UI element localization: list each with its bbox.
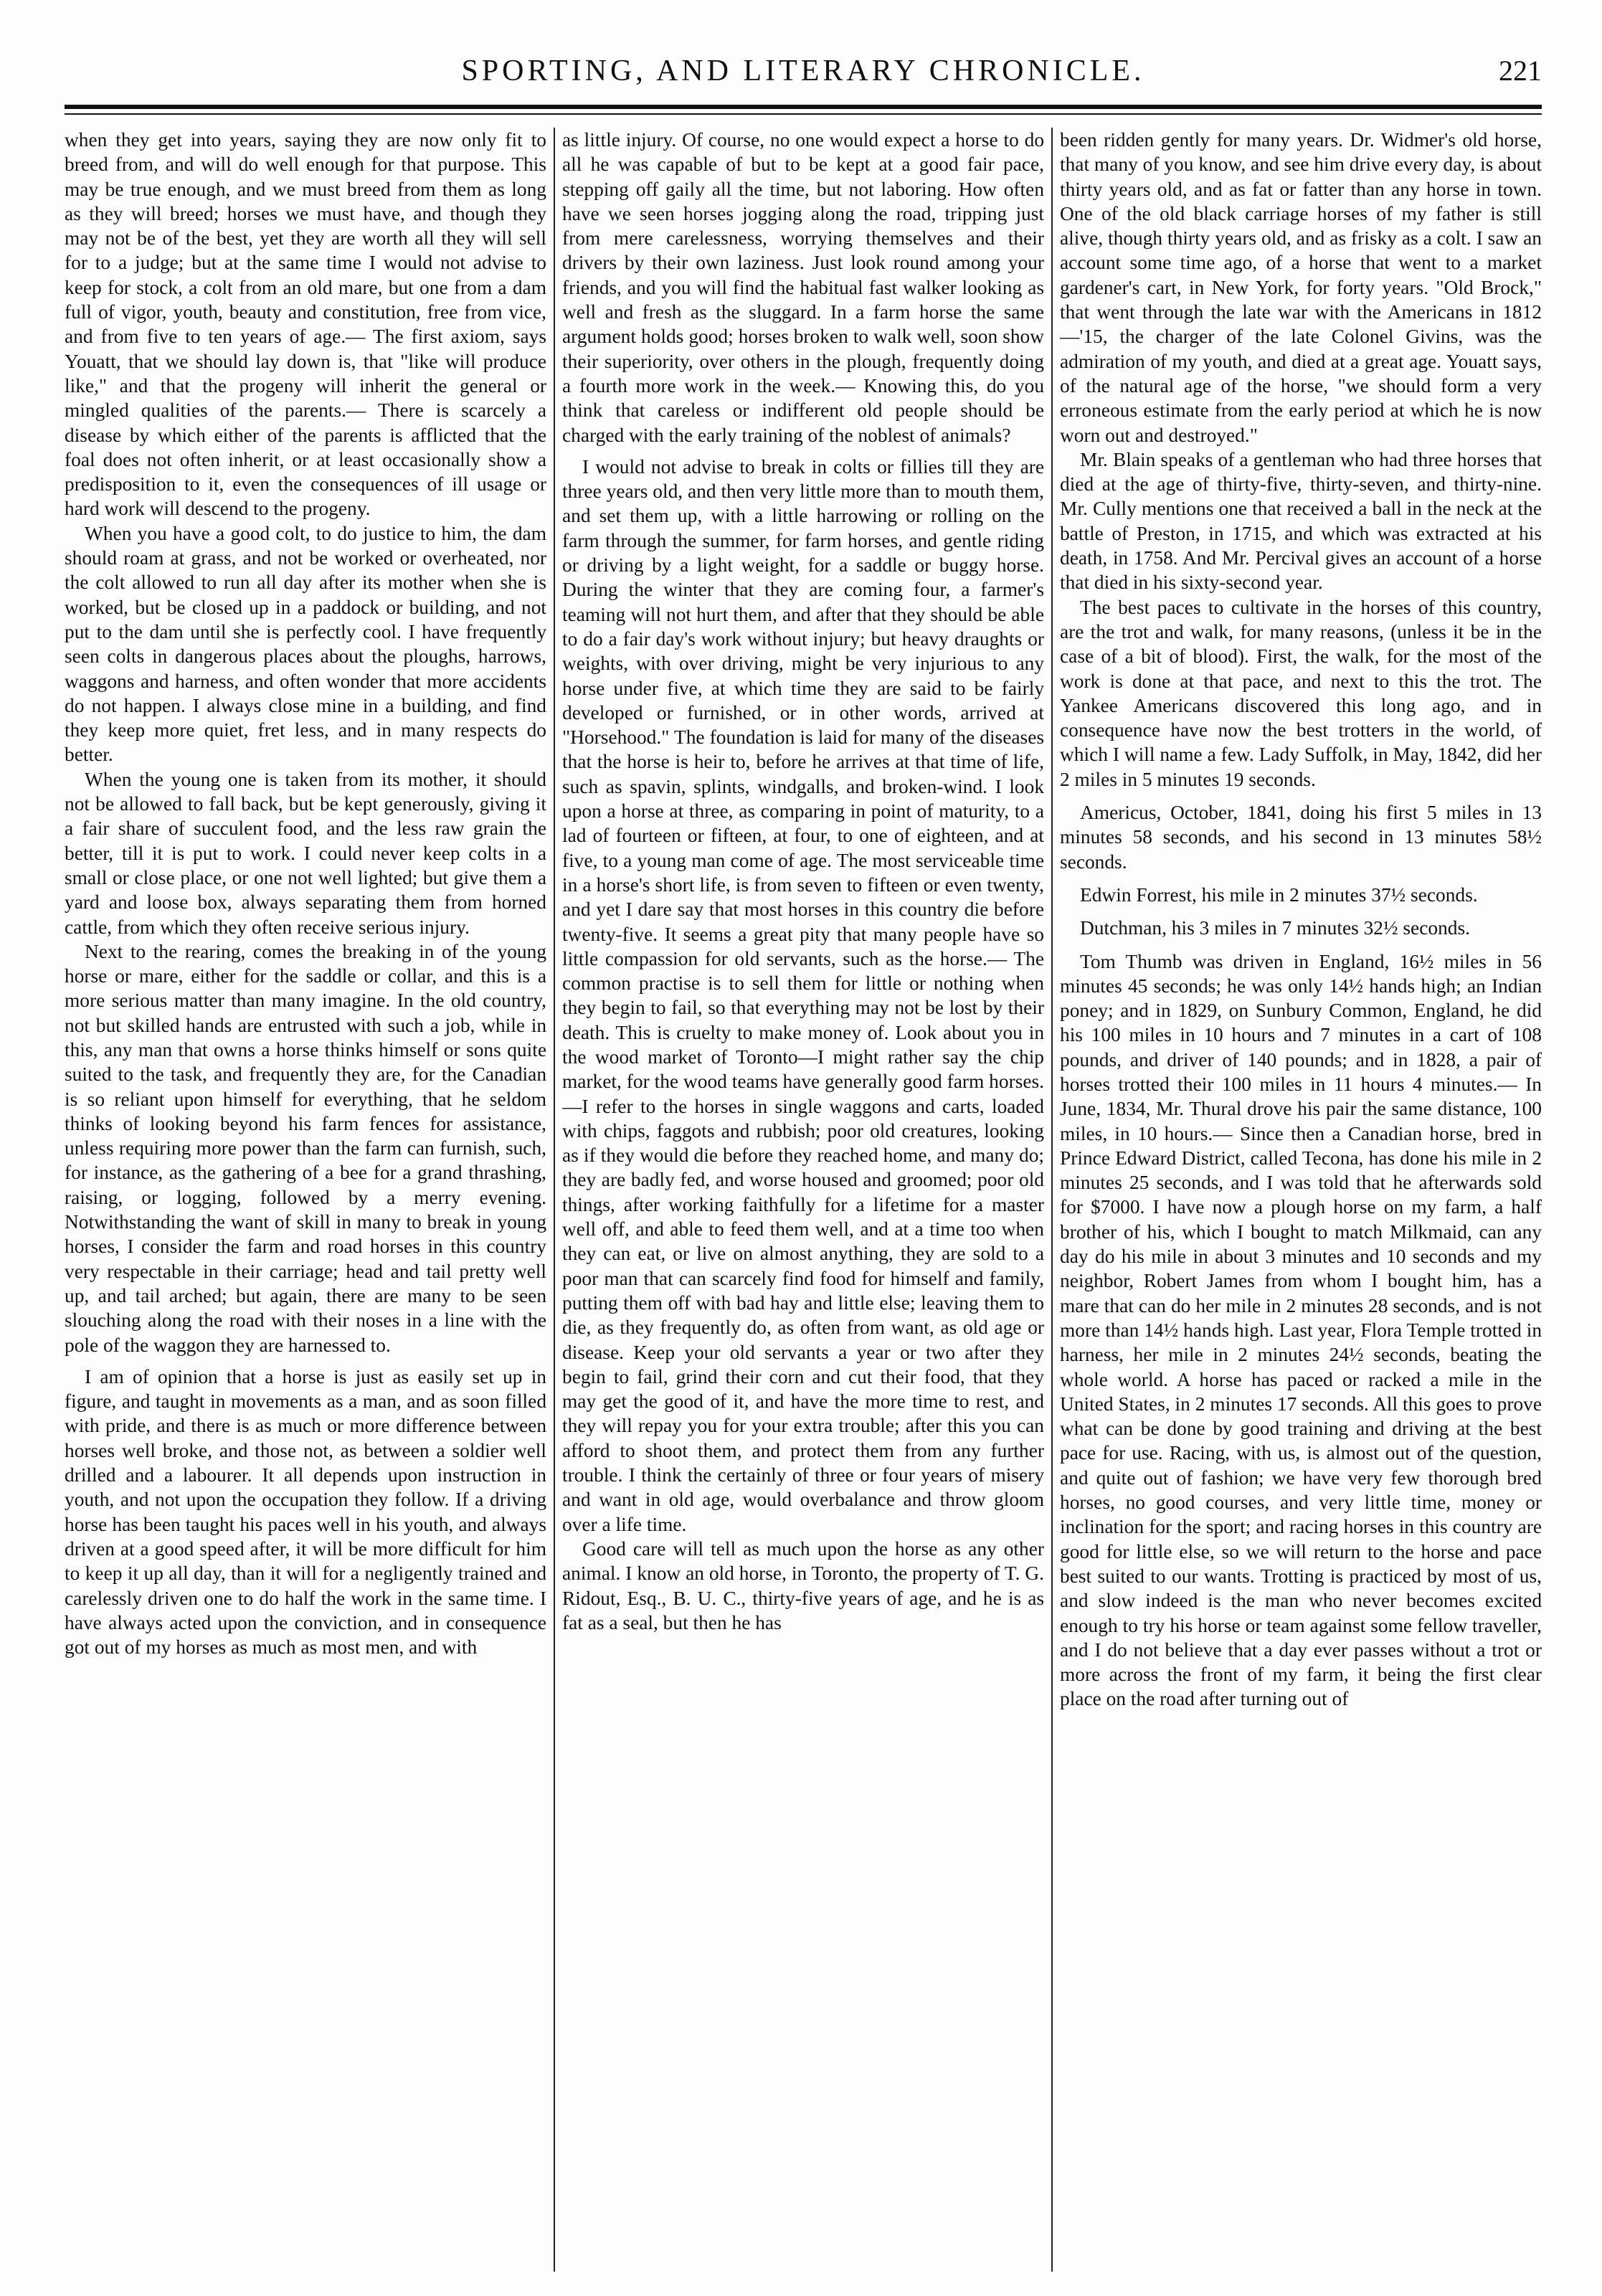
column-3-paragraph: Mr. Blain speaks of a gentleman who had three horses that died at the age of thirty-five, thirty-seven, and thirty-nine. Mr. Cully mentions one that received a ball in the neck at the battle of Preston, in 1715, and which was extracted at his death, in 1758. And Mr. Percival gives an account of a horse that died in his sixty-second year. [1060,448,1542,594]
page-number: 221 [1499,54,1542,87]
column-1 [65,128,546,2272]
column-3-paragraph: Americus, October, 1841, doing his first 5 miles in 13 minutes 58 seconds, and his second in 13 minutes 58½ seconds. [1060,802,1542,873]
column-3-paragraph: Dutchman, his 3 miles in 7 minutes 32½ seconds. [1080,917,1470,939]
column-2-paragraph: I would not advise to break in colts or fillies till they are three years old, and then very little more than to mouth them, and set them up, with a little harrowing or rolling on the farm through the summer, for farm horses, and gentle riding or driving by a light weight, for a saddle or buggy horse. During the winter that they are coming four, a farmer's teaming will not hurt them, and after that they should be able to do a fair day's work without injury; but heavy draughts or weights, with over driving, might be very injurious to any horse under five, at which time they are said to be fairly developed or furnished, or in other words, arrived at "Horsehood." The foundation is laid for many of the diseases that the horse is heir to, before he arrives at that time of life, such as spavin, splints, windgalls, and broken-wind. I look upon a horse at three, as comparing in point of maturity, to a lad of fourteen or fifteen, at four, to one of eighteen, and at five, to a young man come of age. The most serviceable time in a horse's short life, is from seven to fifteen or even twenty, and yet I dare say that most horses in this country die before twenty-five. It seems a great pity that many people have so little compassion for old servants, such as the horse.— The common practise is to sell them for little or nothing when they begin to fail, so that everything may not be lost by their death. This is cruelty to make money of. Look about you in the wood market of Toronto—I might rather say the chip market, for the wood teams have generally good farm horses.—I refer to the horses in single waggons and carts, loaded with chips, faggots and rubbish; poor old creatures, looking as if they would die before they reached home, and many do; they are badly fed, and worse housed and groomed; poor old things, after working faithfully for a lifetime for a master well off, and able to feed them well, and at a time too when they can eat, or live on almost anything, they are sold to a poor man that can scarcely find food for himself and family, putting them off with bad hay and little else; leaving them to die, as they frequently do, as often from want, as old age or disease. Keep your old servants a year or two after they begin to fail, grind their corn and cut their food, that they may get the good of it, and have the more time to rest, and they will repay you for your extra trouble; after this you can afford to shoot them, and protect them from any further trouble. I think the certainly of three or four years of misery and want in old age, would overbalance and throw gloom over a life time. [562,455,1045,1535]
column-2 [562,128,1044,2272]
column-3 [1060,128,1542,2272]
column-1-paragraph: when they get into years, saying they are now only fit to breed from, and will do well enough for that purpose. This may be true enough, and we must breed from them as long as they will breed; horses we must have, and though they may not be of the best, yet they are worth all they will sell for to a judge; but at the same time I would not advise to keep for stock, a colt from an old mare, but one from a dam full of vigor, youth, beauty and constitution, free from vice, and from five to ten years of age.— The first axiom, says Youatt, that we should lay down is, that "like will produce like," and that the progeny will inherit the general or mingled qualities of the parents.— There is scarcely a disease by which either of the parents is afflicted that the foal does not often inherit, or at least occasionally show a predisposition to it, even the consequences of ill usage or hard work will descend to the progeny. [65,129,547,520]
column-3-paragraph: The best paces to cultivate in the horses of this country, are the trot and walk, for many reasons, (unless it be in the case of a bit of blood). First, the walk, for the most of the work is done at that pace, and next to this the trot. The Yankee Americans discovered this long ago, and in consequence have now the best trotters in the world, of which I will name a few. Lady Suffolk, in May, 1842, did her 2 miles in 5 minutes 19 seconds. [1060,596,1542,790]
column-1-paragraph: When the young one is taken from its mother, it should not be allowed to fall back, but be kept generously, giving it a fair share of succulent food, and the less raw grain the better, till it is put to work. I could never keep colts in a small or close place, or one not well lighted; but give them a yard and loose box, always separating them from horned cattle, from which they often receive serious injury. [65,768,547,938]
column-divider [1051,128,1053,2272]
column-2-paragraph: as little injury. Of course, no one would expect a horse to do all he was capable of but to be kept at a good fair pace, stepping off gaily all the time, but not laboring. How often have we seen horses jogging along the road, tripping just from mere carelessness, worrying themselves and their drivers by their own laziness. Just look round among your friends, and you will find the habitual fast walker looking as well and fresh as the sluggard. In a farm horse the same argument holds good; horses broken to walk well, soon show their superiority, over others in the plough, frequently doing a fourth more work in the week.— Knowing this, do you think that careless or indifferent old people should be charged with the early training of the noblest of animals? [562,129,1045,446]
column-1-paragraph: I am of opinion that a horse is just as easily set up in figure, and taught in movements as a man, and as soon filled with pride, and there is as much or more difference between horses well broke, and those not, as between a soldier well drilled and a labourer. It all depends upon instruction in youth, and not upon the occupation they follow. If a driving horse has been taught his paces well in his youth, and always driven at a good speed after, it will be more difficult for him to keep it up all day, than it will for a negligently trained and carelessly driven one to do half the work in the same time. I have always acted upon the conviction, and in consequence got out of my horses as much as most men, and with [65,1365,547,1659]
column-3-paragraph: Edwin Forrest, his mile in 2 minutes 37½ seconds. [1080,883,1478,906]
column-1-paragraph: When you have a good colt, to do justice to him, the dam should roam at grass, and not be worked or overheated, nor the colt allowed to run all day after its mother when she is worked, but be closed up in a paddock or building, and not put to the dam until she is perfectly cool. I have frequently seen colts in dangerous places about the ploughs, harrows, waggons and harness, and often wonder that more accidents do not happen. I always close mine in a building, and find they keep more quiet, fret less, and in many respects do better. [65,522,547,766]
column-3-paragraph: been ridden gently for many years. Dr. Widmer's old horse, that many of you know, and see him drive every day, is about thirty years old, and as fat or fatter than any horse in town. One of the old black carriage horses of my father is still alive, though thirty years old, and as frisky as a colt. I saw an account some time ago, of a horse that went to a market gardener's cart, in New York, for forty years. "Old Brock," that went through the late war with the Americans in 1812—'15, the charger of the late Colonel Givins, was the admiration of my youth, and died at a great age. Youatt says, of the natural age of the horse, "we should form a very erroneous estimate from the early period at which he is now worn out and destroyed." [1060,129,1542,446]
column-1-paragraph: Next to the rearing, comes the breaking in of the young horse or mare, either for the saddle or collar, and this is a more serious matter than many imagine. In the old country, not but skilled hands are entrusted with such a job, while in this, any man that owns a horse thinks himself or sons quite suited to the task, and frequently they are, for the Canadian is so reliant upon himself for everything, that he seldom thinks of looking beyond his farm fences for assistance, unless requiring more power than the farm can furnish, such, for instance, as the gathering of a bee for a grand thrashing, raising, or logging, followed by a merry evening. Notwithstanding the want of skill in many to break in young horses, I consider the farm and road horses in this country very respectable in their carriage; head and tail pretty well up, and tail arched; but again, there are many to be seen slouching along the road with their noses in a line with the pole of the waggon they are harnessed to. [65,940,547,1356]
header-rule-thin [65,113,1542,115]
column-3-paragraph: Tom Thumb was driven in England, 16½ miles in 56 minutes 45 seconds; he was only 14½ hands high; an Indian poney; and in 1829, on Sunbury Common, England, he did his 100 miles in 10 hours and 7 minutes in a cart of 108 pounds, and driver of 140 pounds; and in 1828, a pair of horses trotted their 100 miles in 11 hours 4 minutes.— In June, 1834, Mr. Thural drove his pair the same distance, 100 miles, in 10 hours.— Since then a Canadian horse, bred in Prince Edward District, called Tecona, has done his mile in 2 minutes 25 seconds, and I was told that he afterwards sold for $7000. I have now a plough horse on my farm, a half brother of his, which I bought to match Milkmaid, can any day do his mile in about 3 minutes and 10 seconds and my neighbor, Robert James from whom I bought him, has a mare that can do her mile in 2 minutes 28 seconds, and is not more than 14½ hands high. Last year, Flora Temple trotted in harness, her mile in 2 minutes 24½ seconds, beating the whole world. A horse has paced or racked a mile in the United States, in 2 minutes 17 seconds. All this goes to prove what can be done by good training and driving at the best pace for use. Racing, with us, is almost out of the question, and quite out of fashion; we have very few thorough bred horses, no good courses, and very little time, money or inclination for the sport; and racing horses in this country are good for little else, so we will return to the horse and pace best suited to our wants. Trotting is practiced by most of us, and slow indeed is the man who never becomes excited enough to try his horse or team against some fellow traveller, and I do not believe that a day ever passes without a trot or more across the front of my farm, it being the first clear place on the road after turning out of [1060,950,1542,1710]
header-rule-thick [65,105,1542,109]
column-divider [554,128,555,2272]
running-title: SPORTING, AND LITERARY CHRONICLE. [461,54,1145,87]
column-2-paragraph: Good care will tell as much upon the horse as any other animal. I know an old horse, in Toronto, the property of T. G. Ridout, Esq., B. U. C., thirty-five years of age, and he is as fat as a seal, but then he has [562,1537,1045,1633]
text-columns [65,128,1542,2272]
running-head [65,53,1542,96]
